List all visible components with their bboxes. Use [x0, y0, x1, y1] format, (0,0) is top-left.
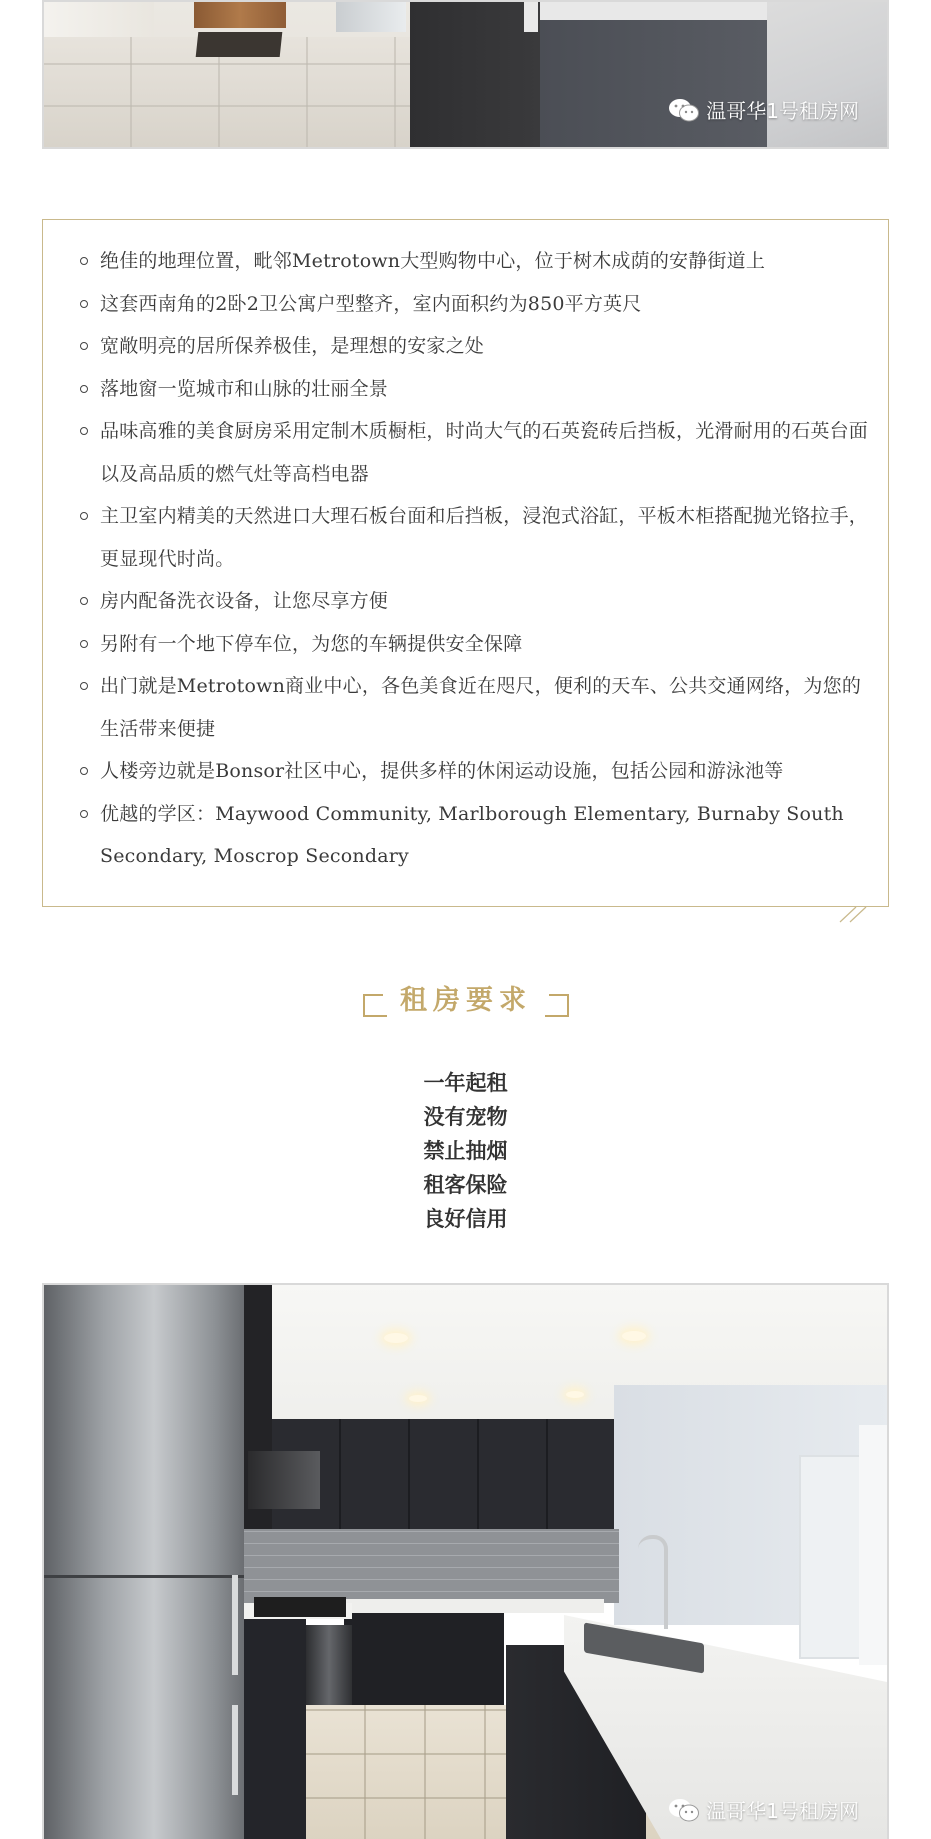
bullet-icon — [80, 427, 88, 435]
bullet-icon — [80, 640, 88, 648]
feature-item: 品味高雅的美食厨房采用定制木质橱柜，时尚大气的石英瓷砖后挡板，光滑耐用的石英台面以及高品质的燃气灶等高档电器 — [100, 410, 868, 495]
wechat-icon — [668, 1798, 700, 1822]
bullet-icon — [80, 342, 88, 350]
watermark-text: 温哥华1号租房网 — [706, 1799, 859, 1823]
requirements-list — [0, 1066, 931, 1236]
faucet — [638, 1535, 668, 1629]
kitchen-photo — [42, 1283, 889, 1839]
bracket-left-side — [363, 994, 383, 1015]
features-list — [43, 220, 888, 878]
feature-item: 出门就是Metrotown商业中心，各色美食近在咫尺，便利的天车、公共交通网络，为您的生活带来便捷 — [100, 665, 868, 750]
tile-backsplash — [244, 1529, 619, 1603]
bright-window — [859, 1425, 889, 1665]
feature-item: 另附有一个地下停车位，为您的车辆提供安全保障 — [100, 623, 868, 666]
dark-cabinet — [410, 2, 540, 147]
corner-decoration-icon — [838, 905, 868, 923]
entry-door — [194, 2, 286, 28]
requirements-title: 租房要求 — [387, 978, 545, 1017]
bullet-icon — [80, 512, 88, 520]
requirements-heading — [363, 978, 569, 1022]
wall-outlet — [524, 2, 538, 32]
counter-side-panel — [540, 2, 780, 147]
bullet-icon — [80, 767, 88, 775]
door-mat — [196, 32, 283, 57]
hallway-photo — [42, 0, 889, 149]
lower-cabinets — [344, 1613, 504, 1713]
upper-cabinets — [272, 1419, 614, 1529]
freezer-handle — [232, 1705, 238, 1795]
microwave — [248, 1451, 320, 1509]
ceiling-light — [384, 1333, 408, 1343]
watermark — [668, 1795, 859, 1824]
feature-item: 落地窗一览城市和山脉的壮丽全景 — [100, 368, 868, 411]
requirement-item: 没有宠物 — [423, 1105, 508, 1129]
ceiling-light — [409, 1395, 427, 1402]
requirement-item: 租客保险 — [423, 1173, 508, 1197]
feature-item: 人楼旁边就是Bonsor社区中心，提供多样的休闲运动设施，包括公园和游泳池等 — [100, 750, 868, 793]
ceiling-light — [622, 1331, 646, 1341]
feature-item: 宽敞明亮的居所保养极佳，是理想的安家之处 — [100, 325, 868, 368]
feature-item: 房内配备洗衣设备，让您尽享方便 — [100, 580, 868, 623]
features-box — [42, 219, 889, 907]
bracket-right-side — [549, 994, 569, 1015]
bullet-icon — [80, 810, 88, 818]
feature-item: 绝佳的地理位置，毗邻Metrotown大型购物中心，位于树木成荫的安静街道上 — [100, 240, 868, 283]
feature-item: 主卫室内精美的天然进口大理石板台面和后挡板，浸泡式浴缸，平板木柜搭配抛光铬拉手，更显现代时尚。 — [100, 495, 868, 580]
fridge-seam — [44, 1575, 244, 1578]
requirement-item: 一年起租 — [423, 1071, 508, 1095]
lower-cabinet-left — [244, 1619, 306, 1839]
ceiling-light — [566, 1391, 584, 1398]
requirement-item: 禁止抽烟 — [423, 1139, 508, 1163]
countertop — [540, 2, 800, 20]
fridge-handle — [232, 1575, 238, 1675]
back-countertop — [344, 1599, 604, 1613]
bullet-icon — [80, 257, 88, 265]
feature-item: 优越的学区：Maywood Community, Marlborough Elementary, Burnaby South Secondary, Moscrop Secondary — [100, 793, 868, 878]
bullet-icon — [80, 300, 88, 308]
watermark — [668, 95, 859, 124]
gas-cooktop — [254, 1597, 346, 1617]
bullet-icon — [80, 385, 88, 393]
carpet — [767, 2, 887, 147]
bullet-icon — [80, 597, 88, 605]
wechat-icon — [668, 98, 700, 122]
bullet-icon — [80, 682, 88, 690]
requirement-item: 良好信用 — [423, 1207, 508, 1231]
refrigerator — [44, 1285, 244, 1839]
watermark-text: 温哥华1号租房网 — [706, 99, 859, 123]
feature-item: 这套西南角的2卧2卫公寓户型整齐，室内面积约为850平方英尺 — [100, 283, 868, 326]
hallway-door — [799, 1455, 863, 1659]
appliance-edge — [336, 2, 406, 32]
